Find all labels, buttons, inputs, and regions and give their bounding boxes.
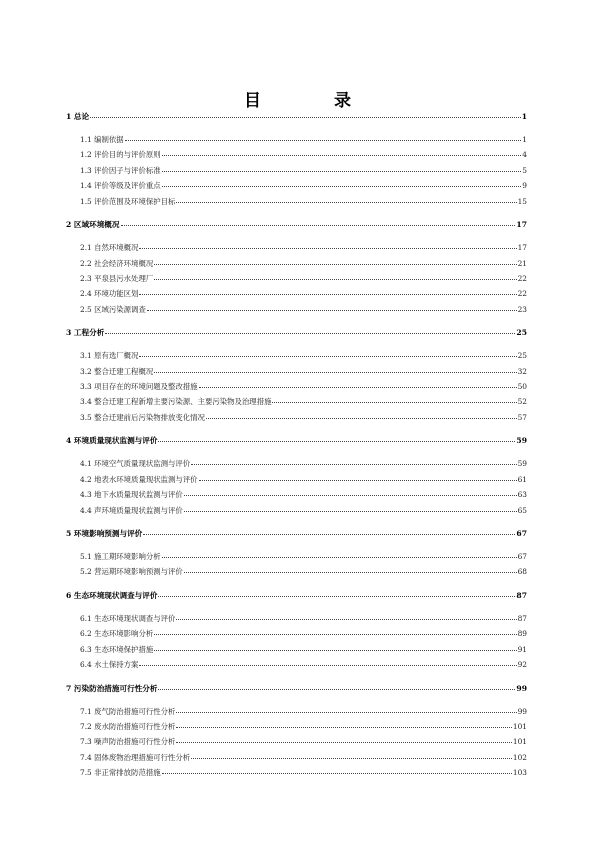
toc-chapter-entry[interactable] xyxy=(66,683,527,694)
toc-entry-page-number: 22 xyxy=(517,289,527,299)
toc-entry-page-number: 92 xyxy=(517,660,527,670)
toc-entry-label: 6.3 生态环境保护措施 xyxy=(80,644,154,654)
toc-entry-page-number: 67 xyxy=(517,552,527,561)
toc-entry-label: 3.2 整合迁建工程概况 xyxy=(80,366,154,376)
toc-section-entry[interactable] xyxy=(80,566,527,577)
toc-entry-page-number: 89 xyxy=(517,629,527,639)
toc-section-entry[interactable] xyxy=(80,288,527,299)
toc-entry-page-number: 99 xyxy=(517,706,527,716)
toc-entry-label: 6 生态环境现状调查与评价 xyxy=(66,590,158,600)
toc-section-entry[interactable] xyxy=(80,721,527,732)
toc-entry-page-number: 23 xyxy=(517,304,527,314)
toc-section-entry[interactable] xyxy=(80,505,527,516)
toc-entry-page-number: 59 xyxy=(516,436,527,446)
toc-dot-leader xyxy=(139,351,516,357)
toc-dot-leader xyxy=(191,459,516,465)
toc-section-entry[interactable] xyxy=(80,628,527,639)
page-title: 目 录 xyxy=(244,91,379,111)
toc-section-entry[interactable] xyxy=(80,381,527,392)
toc-entry-page-number: 17 xyxy=(517,243,527,253)
toc-section-entry[interactable] xyxy=(80,242,527,253)
toc-entry-page-number: 17 xyxy=(516,220,527,230)
toc-entry-page-number: 67 xyxy=(516,529,527,538)
toc-section-entry[interactable] xyxy=(80,551,527,562)
toc-entry-label: 6.2 生态环境影响分析 xyxy=(80,629,154,639)
toc-section-entry[interactable] xyxy=(80,149,527,160)
toc-entry-label: 1.2 评价目的与评价原则 xyxy=(80,150,161,160)
toc-entry-label: 7.5 非正常排放防范措施 xyxy=(80,768,161,778)
toc-chapter-entry[interactable] xyxy=(66,219,527,230)
toc-dot-leader xyxy=(90,112,521,118)
toc-dot-leader xyxy=(121,220,516,226)
toc-dot-leader xyxy=(199,475,517,481)
toc-chapter-entry[interactable] xyxy=(66,111,527,122)
toc-section-entry[interactable] xyxy=(80,736,527,747)
toc-entry-page-number: 61 xyxy=(517,474,527,484)
toc-entry-page-number: 52 xyxy=(517,397,527,407)
toc-chapter-entry[interactable] xyxy=(66,327,527,338)
toc-section-entry[interactable] xyxy=(80,196,527,207)
toc-section-entry[interactable] xyxy=(80,706,527,717)
toc-entry-label: 5.1 施工期环境影响分析 xyxy=(80,552,161,561)
toc-dot-leader xyxy=(154,367,516,373)
toc-section-entry[interactable] xyxy=(80,767,527,778)
toc-entry-label: 7.2 废水防治措施可行性分析 xyxy=(80,722,176,731)
toc-dot-leader xyxy=(147,305,517,311)
toc-entry-page-number: 32 xyxy=(517,366,527,376)
toc-entry-page-number: 87 xyxy=(517,613,527,623)
toc-entry-page-number: 21 xyxy=(517,258,527,268)
toc-entry-label: 5.2 营运期环境影响预测与评价 xyxy=(80,567,183,577)
toc-dot-leader xyxy=(272,397,516,403)
toc-dot-leader xyxy=(105,328,515,334)
toc-section-entry[interactable] xyxy=(80,134,527,145)
toc-entry-label: 1.3 评价因子与评价标准 xyxy=(80,165,161,175)
toc-entry-label: 6.1 生态环境现状调查与评价 xyxy=(80,613,176,623)
toc-dot-leader xyxy=(162,166,522,172)
toc-entry-page-number: 9 xyxy=(522,181,527,191)
toc-dot-leader xyxy=(176,197,516,203)
toc-chapter-entry[interactable] xyxy=(66,528,527,539)
toc-entry-label: 7.3 噪声防治措施可行性分析 xyxy=(80,737,176,747)
toc-dot-leader xyxy=(139,660,516,666)
toc-dot-leader xyxy=(125,135,522,141)
toc-entry-label: 7.1 废气防治措施可行性分析 xyxy=(80,706,176,716)
toc-section-entry[interactable] xyxy=(80,396,527,407)
toc-dot-leader xyxy=(154,645,516,651)
toc-entry-label: 2.1 自然环境概况 xyxy=(80,243,139,253)
toc-section-entry[interactable] xyxy=(80,304,527,315)
toc-entry-label: 1 总论 xyxy=(66,112,90,121)
toc-dot-leader xyxy=(206,413,517,419)
toc-section-entry[interactable] xyxy=(80,644,527,655)
toc-dot-leader xyxy=(158,591,515,597)
toc-dot-leader xyxy=(176,614,516,620)
toc-entry-label: 3.1 原有选厂概况 xyxy=(80,351,139,361)
toc-entry-label: 6.4 水土保持方案 xyxy=(80,660,139,670)
toc-entry-page-number: 25 xyxy=(516,328,527,338)
toc-entry-page-number: 101 xyxy=(512,722,527,731)
toc-entry-page-number: 15 xyxy=(517,196,527,206)
toc-section-entry[interactable] xyxy=(80,273,527,284)
toc-entry-page-number: 25 xyxy=(517,351,527,361)
toc-dot-leader xyxy=(158,436,515,442)
toc-dot-leader xyxy=(154,259,516,265)
toc-entry-label: 2.2 社会经济环境概况 xyxy=(80,258,154,268)
toc-entry-page-number: 91 xyxy=(517,644,527,654)
toc-entry-page-number: 102 xyxy=(512,752,527,762)
toc-entry-page-number: 5 xyxy=(522,165,527,175)
toc-section-entry[interactable] xyxy=(80,489,527,500)
toc-entry-label: 3.4 整合迁建工程新增主要污染源、主要污染物及治理措施 xyxy=(80,397,272,407)
toc-entry-label: 3 工程分析 xyxy=(66,328,105,338)
toc-entry-label: 7 污染防治措施可行性分析 xyxy=(66,683,158,693)
toc-dot-leader xyxy=(184,490,517,496)
toc-entry-page-number: 68 xyxy=(517,567,527,577)
toc-chapter-entry[interactable] xyxy=(66,435,527,446)
toc-dot-leader xyxy=(162,768,512,774)
toc-entry-page-number: 63 xyxy=(517,490,527,500)
toc-entry-label: 4.1 环境空气质量现状监测与评价 xyxy=(80,459,191,469)
toc-section-entry[interactable] xyxy=(80,258,527,269)
toc-dot-leader xyxy=(184,567,517,573)
toc-dot-leader xyxy=(139,243,516,249)
toc-dot-leader xyxy=(154,629,516,635)
toc-section-entry[interactable] xyxy=(80,350,527,361)
toc-dot-leader xyxy=(139,289,516,295)
toc-entry-page-number: 22 xyxy=(517,273,527,283)
toc-entry-label: 2.4 环境功能区划 xyxy=(80,289,139,299)
toc-entry-page-number: 103 xyxy=(512,768,527,778)
toc-section-entry[interactable] xyxy=(80,165,527,176)
toc-dot-leader xyxy=(176,737,511,743)
toc-entry-page-number: 65 xyxy=(517,505,527,515)
toc-entry-page-number: 59 xyxy=(517,459,527,469)
toc-dot-leader xyxy=(162,552,517,558)
toc-entry-label: 2.3 平泉县污水处理厂 xyxy=(80,273,154,283)
toc-entry-label: 3.3 项目存在的环境问题及整改措施 xyxy=(80,382,198,391)
toc-entry-page-number: 99 xyxy=(516,683,527,693)
toc-entry-page-number: 1 xyxy=(521,112,527,121)
toc-entry-label: 2.5 区域污染源调查 xyxy=(80,304,146,314)
toc-dot-leader xyxy=(176,707,516,713)
toc-entry-label: 1.1 编制依据 xyxy=(80,135,124,144)
toc-entry-label: 3.5 整合迁建前后污染物排放变化情况 xyxy=(80,412,205,422)
toc-entry-label: 2 区域环境概况 xyxy=(66,220,120,230)
toc-entry-label: 1.5 评价范围及环境保护目标 xyxy=(80,196,176,206)
toc-entry-page-number: 1 xyxy=(522,135,527,144)
toc-dot-leader xyxy=(184,506,517,512)
toc-dot-leader xyxy=(158,684,515,690)
toc-entry-label: 7.4 固体废物治理措施可行性分析 xyxy=(80,752,191,762)
toc-section-entry[interactable] xyxy=(80,752,527,763)
toc-entry-label: 4.2 地表水环境质量现状监测与评价 xyxy=(80,474,198,484)
toc-section-entry[interactable] xyxy=(80,613,527,624)
toc-chapter-entry[interactable] xyxy=(66,590,527,601)
toc-dot-leader xyxy=(162,150,522,156)
toc-section-entry[interactable] xyxy=(80,474,527,485)
toc-entry-page-number: 57 xyxy=(517,412,527,422)
toc-entry-label: 1.4 评价等级及评价重点 xyxy=(80,181,161,191)
toc-dot-leader xyxy=(199,382,517,388)
toc-section-entry[interactable] xyxy=(80,412,527,423)
toc-dot-leader xyxy=(176,722,511,728)
toc-entry-label: 4.3 地下水质量现状监测与评价 xyxy=(80,490,183,500)
toc-entry-page-number: 50 xyxy=(517,382,527,391)
toc-dot-leader xyxy=(162,181,522,187)
toc-entry-label: 5 环境影响预测与评价 xyxy=(66,529,143,538)
toc-entry-page-number: 87 xyxy=(516,590,527,600)
toc-entry-label: 4 环境质量现状监测与评价 xyxy=(66,436,158,446)
toc-dot-leader xyxy=(191,753,512,759)
toc-section-entry[interactable] xyxy=(80,659,527,670)
toc-section-entry[interactable] xyxy=(80,458,527,469)
toc-entry-label: 4.4 声环境质量现状监测与评价 xyxy=(80,505,183,515)
toc-entry-page-number: 4 xyxy=(522,150,527,160)
toc-section-entry[interactable] xyxy=(80,366,527,377)
toc-entry-page-number: 101 xyxy=(512,737,527,747)
toc-dot-leader xyxy=(143,529,515,535)
toc-dot-leader xyxy=(154,274,516,280)
toc-section-entry[interactable] xyxy=(80,180,527,191)
